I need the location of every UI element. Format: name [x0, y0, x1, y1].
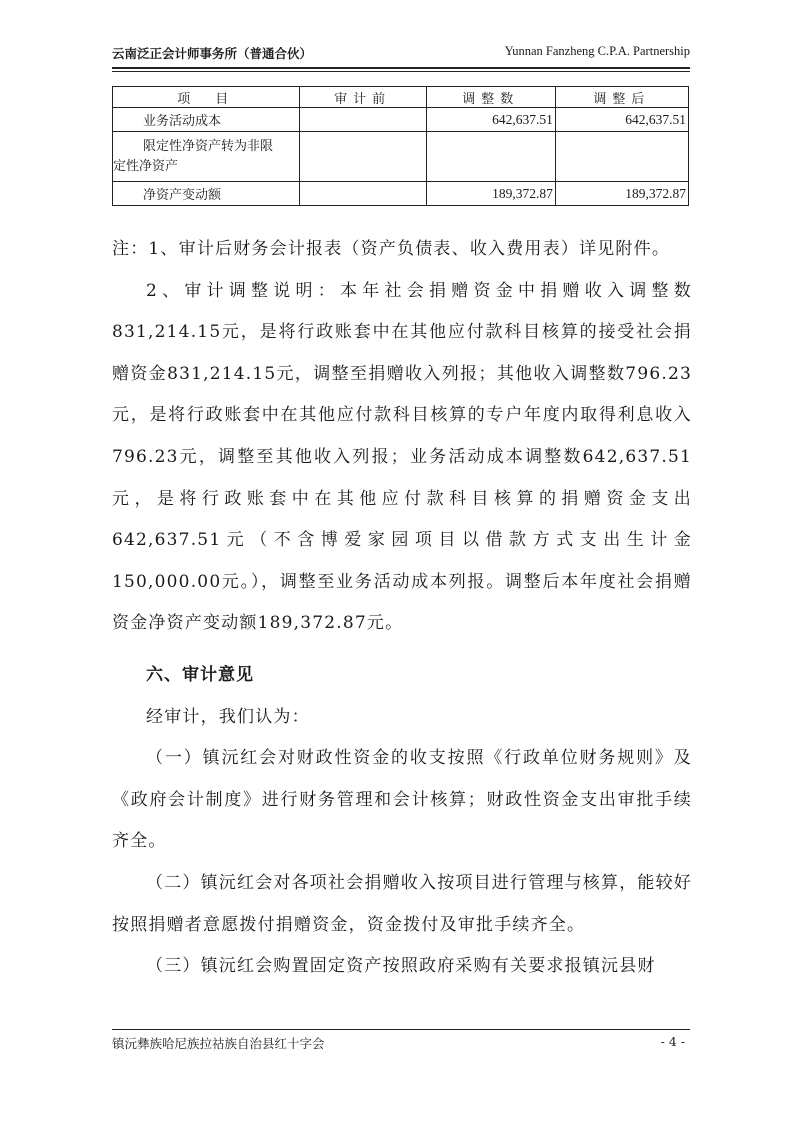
opinion-intro: 经审计，我们认为： — [146, 706, 310, 727]
opinion-item-1: （一）镇沅红会对财政性资金的收支按照《行政单位财务规则》及《政府会计制度》进行财务管理和会计核算；财政性资金支出审批手续齐全。 — [112, 748, 692, 852]
row-before — [299, 182, 426, 206]
table-row — [113, 182, 689, 206]
audit-adjustment-table — [112, 86, 689, 206]
note-2-adjustment-explanation: 2、审计调整说明：本年社会捐赠资金中捐赠收入调整数831,214.15元，是将行政账套中在其他应付款科目核算的接受社会捐赠资金831,214.15元，调整至捐赠收入列报；其他收入调整数796.23元，是将行政账套中在其他应付款科目核算的专户年度内取得利息收入796.23元，调整至其他收入列报；业务活动成本调整数642,637.51元，是将行政账套中在其他应付款科目核算的捐赠资金支出642,637.51元（不含博爱家园项目以借款方式支出生计金150,000.00元。），调整至业务活动成本列报。调整后本年度社会捐赠资金净资产变动额189,372.87元。 — [112, 280, 692, 634]
row-item: 业务活动成本 — [113, 108, 300, 132]
row-after: 189,372.87 — [555, 182, 688, 206]
row-before — [299, 132, 426, 182]
row-after: 642,637.51 — [555, 108, 688, 132]
row-adjust: 189,372.87 — [426, 182, 555, 206]
row-item-line2: 定性净资产 — [113, 158, 179, 174]
header-rule-thick — [112, 67, 690, 69]
col-header-before: 审计前 — [299, 87, 426, 108]
table-header-row — [113, 87, 689, 108]
firm-name-cn: 云南泛正会计师事务所（普通合伙） — [112, 46, 313, 61]
page-header — [112, 44, 690, 68]
document-body — [112, 229, 692, 988]
row-item — [113, 132, 300, 182]
row-after — [555, 132, 688, 182]
page-number: - 4 - — [660, 1034, 685, 1049]
opinion-item-2: （二）镇沅红会对各项社会捐赠收入按项目进行管理与核算，能较好按照捐赠者意愿拨付捐赠资金，资金拨付及审批手续齐全。 — [112, 872, 692, 935]
row-adjust — [426, 132, 555, 182]
note-1: 注：1、审计后财务会计报表（资产负债表、收入费用表）详见附件。 — [112, 239, 671, 259]
col-header-after: 调整后 — [555, 87, 688, 108]
row-item: 净资产变动额 — [113, 182, 300, 206]
footer-organization: 镇沅彝族哈尼族拉祜族自治县红十字会 — [112, 1036, 325, 1051]
col-header-item: 项 目 — [113, 87, 300, 108]
row-adjust: 642,637.51 — [426, 108, 555, 132]
table-row — [113, 108, 689, 132]
opinion-item-3: （三）镇沅红会购置固定资产按照政府采购有关要求报镇沅县财 — [146, 956, 656, 977]
section-heading-audit-opinion: 六、审计意见 — [146, 664, 254, 685]
firm-name-en: Yunnan Fanzheng C.P.A. Partnership — [504, 44, 690, 58]
row-before — [299, 108, 426, 132]
row-item-line1: 限定性净资产转为非限 — [143, 138, 274, 154]
col-header-adjust: 调整数 — [426, 87, 555, 108]
table-row — [113, 132, 689, 182]
footer-rule — [112, 1029, 690, 1030]
header-rule-thin — [112, 71, 690, 72]
